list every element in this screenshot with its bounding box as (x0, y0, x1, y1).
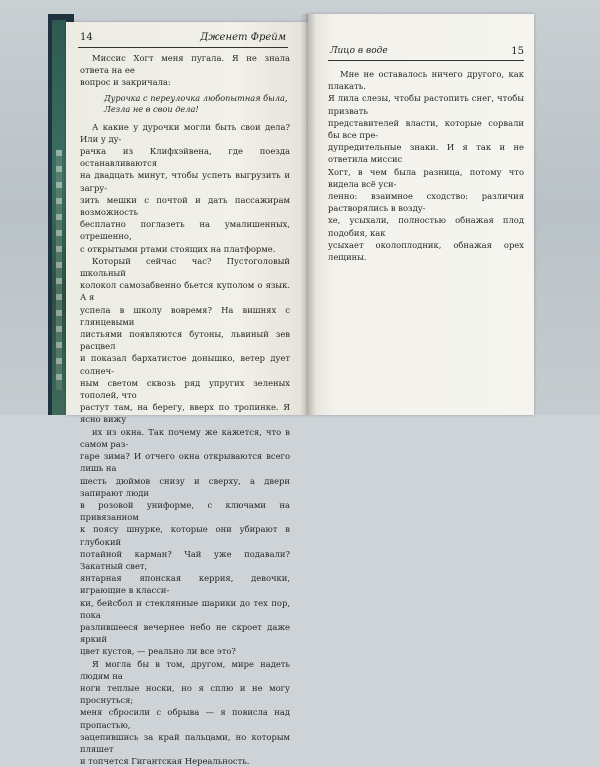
text-line: зацепившись за край пальцами, но которым пляшет (80, 731, 290, 754)
right-text-block (328, 68, 524, 263)
text-line: Хогт, в чем была разница, потому что видела всё уси- (328, 166, 524, 189)
text-line: шесть дюймов снизу и сверху, а двери запирают люди (80, 475, 290, 498)
text-line: и топчется Гигантская Нереальность. (80, 756, 250, 767)
paragraph-1 (80, 121, 290, 255)
header-rule-left (78, 47, 288, 48)
text-line: рачка из Клифхэйвена, где поезда останавливаются (80, 146, 290, 169)
text-line: успела в школу вовремя? На вишнях с глянцевыми (80, 304, 290, 327)
text-line: к поясу шнурке, которые они убирают в глубокий (80, 524, 290, 547)
text-line: янтарная японская керрия, девочки, играющие в класси- (80, 573, 290, 596)
book-gutter-shadow (300, 14, 316, 415)
text-line: Который сейчас час? Пустоголовый школьный (80, 255, 290, 279)
intro-line: вопрос и закричала: (80, 77, 171, 88)
page-number-left: 14 (80, 32, 93, 43)
text-line: ки, бейсбол и стеклянные шарики до тех пор, пока (80, 597, 290, 620)
text-line: растут там, на берегу, вверх по тропинке. Я ясно вижу (80, 402, 290, 425)
text-line: их из окна. Так почему же кажется, что в самом раз- (80, 426, 290, 449)
text-line: листьями появляются бутоны, львиный зев расцвел (80, 329, 290, 352)
text-line: бесплатно поглазеть на умалишенных, отрешенно, (80, 219, 290, 242)
paragraph-2 (80, 255, 290, 658)
left-page (66, 22, 308, 767)
text-line: усыхает околоплодник, обнажая орех лещины. (328, 239, 524, 263)
text-line: потайной карман? Чай уже подавали? Закатный свет, (80, 548, 290, 571)
page-number-right: 15 (511, 46, 524, 57)
header-rule-right (328, 60, 524, 61)
text-line: представителей власти, которые сорвали бы все пре- (328, 117, 524, 141)
text-line: хе, усыхали, полностью обнажая плод подобия, как (328, 215, 524, 238)
text-line: ным светом сквозь ряд упругих зеленых тополей, что (80, 377, 290, 401)
verse-line: Дурочка с переулочка любопытная была, (104, 92, 288, 103)
text-line: зить мешки с почтой и дать пассажирам возможность (80, 194, 290, 218)
running-head-right: Лицо в воде (330, 46, 388, 56)
running-head-left: Дженет Фрейм (200, 32, 286, 43)
intro-line: Миссис Хогт меня пугала. Я не знала ответа на ее (80, 53, 290, 76)
text-line: ноги теплые носки, но я сплю и не могу проснуться; (80, 682, 290, 706)
right-page (308, 14, 534, 415)
text-line: колокол самозабвенно бьется куполом о язык. А я (80, 280, 290, 303)
text-line: и показал бархатистое донышко, ветер дует солнеч- (80, 353, 290, 376)
text-line: ленно: взаимное сходство: различия растворялись в возду- (328, 191, 524, 214)
verse-block (104, 93, 290, 115)
verse-line: Лезла не в свои дела! (104, 103, 199, 114)
text-line: меня сбросили с обрыва — я повисла над пропастью, (80, 707, 290, 730)
text-line: в розовой униформе, с ключами на привязанном (80, 499, 290, 523)
text-line: дупредительные знаки. И я так и не ответила миссис (328, 142, 524, 165)
text-line: Мне не оставалось ничего другого, как плакать. (328, 69, 524, 92)
book-spine-stripes (56, 150, 62, 390)
text-line: Я лила слезы, чтобы растопить снег, чтобы призвать (328, 93, 524, 116)
text-line: разлившееся вечернее небо не скроет даже яркий (80, 621, 290, 645)
text-line: с открытыми ртами стоящих на платформе. (80, 243, 276, 254)
paragraph-3 (80, 658, 290, 767)
text-line: Я могла бы в том, другом, мире надеть людям на (80, 658, 290, 681)
text-line: А какие у дурочки могли быть свои дела? Или у ду- (80, 121, 290, 144)
text-line: на двадцать минут, чтобы успеть выгрузить и загру- (80, 170, 290, 193)
text-line: цвет кустов, — реально ли все это? (80, 646, 236, 657)
left-text-block (80, 52, 290, 767)
text-line: гаре зима? И отчего окна открываются всего лишь на (80, 451, 290, 474)
